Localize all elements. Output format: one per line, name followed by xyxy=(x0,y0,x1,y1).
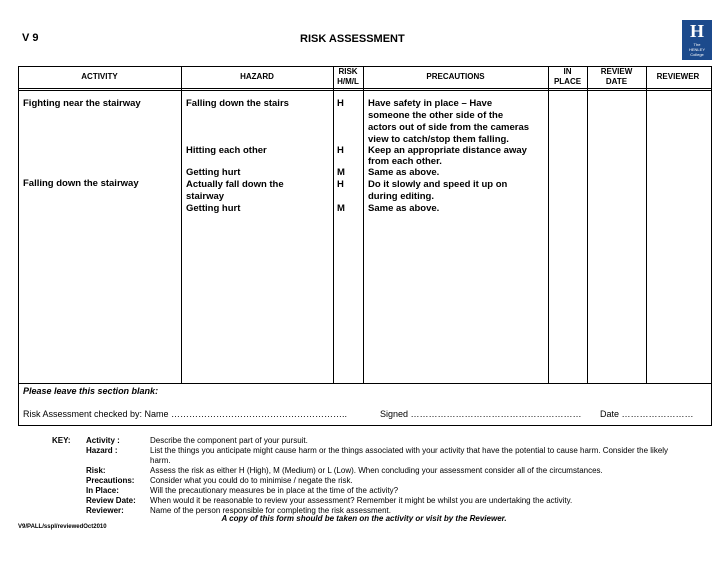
key-definition: Describe the component part of your pursuit. xyxy=(150,436,308,445)
precaution-line: someone the other side of the xyxy=(368,110,504,121)
risk-table xyxy=(18,66,712,426)
key-term: Activity : xyxy=(86,436,120,445)
logo-caption-3: College xyxy=(690,52,704,57)
logo-caption-2: HENLEY xyxy=(688,47,705,52)
header-review-1: REVIEW xyxy=(600,67,633,76)
activity-cell: Falling down the stairway xyxy=(23,178,139,189)
header-risk-1: RISK xyxy=(338,67,358,76)
risk-cell: M xyxy=(337,203,345,214)
col-sep xyxy=(333,66,334,383)
precaution-line: view to catch/stop them falling. xyxy=(368,134,509,145)
col-sep xyxy=(181,66,182,383)
header-precautions: PRECAUTIONS xyxy=(426,72,485,81)
key-term: Precautions: xyxy=(86,476,135,485)
hazard-cell: stairway xyxy=(186,191,225,202)
risk-cell: M xyxy=(337,167,345,178)
hazard-cell: Getting hurt xyxy=(186,167,241,178)
precaution-line: actors out of side from the cameras xyxy=(368,122,530,133)
col-sep xyxy=(646,66,647,383)
key-label: KEY: xyxy=(52,436,71,445)
header-divider xyxy=(18,88,712,89)
risk-cell: H xyxy=(337,145,344,156)
key-definition: harm. xyxy=(150,456,171,465)
key-definition: Consider what you could do to minimise / negate the risk. xyxy=(150,476,353,485)
hazard-cell: Actually fall down the xyxy=(186,179,284,190)
key-term: Reviewer: xyxy=(86,506,124,515)
document-reference: V9/PALL/sspl/reviewedOct2010 xyxy=(18,524,107,530)
date-field: Date …………………… xyxy=(600,409,694,419)
footer-divider xyxy=(18,383,712,384)
logo-caption-1: The xyxy=(693,42,701,47)
key-definition: Will the precautionary measures be in place at the time of the activity? xyxy=(150,486,399,495)
college-logo xyxy=(682,20,712,60)
logo-letter: H xyxy=(689,21,704,41)
key-term: Risk: xyxy=(86,466,106,475)
precaution-line: Same as above. xyxy=(368,203,440,214)
copy-note: A copy of this form should be taken on the activity or visit by the Reviewer. xyxy=(221,514,507,523)
header-risk-2: H/M/L xyxy=(337,77,359,86)
header-divider-double xyxy=(18,90,712,91)
col-sep xyxy=(363,66,364,383)
risk-cell: H xyxy=(337,98,344,109)
precaution-line: during editing. xyxy=(368,191,434,202)
header-reviewer: REVIEWER xyxy=(656,72,700,81)
hazard-cell: Getting hurt xyxy=(186,203,241,214)
precaution-line: Same as above. xyxy=(368,167,440,178)
key-term: Hazard : xyxy=(86,446,118,455)
key-definition: When would it be reasonable to review your assessment? Remember it might be whilst you are undertaking the activity. xyxy=(150,496,573,505)
page-title: RISK ASSESSMENT xyxy=(300,33,405,45)
key-definition: List the things you anticipate might cause harm or the things associated with your activity that have the potential to cause harm. Consider the likely xyxy=(150,446,669,455)
header-activity: ACTIVITY xyxy=(81,72,118,81)
checked-by-field: Risk Assessment checked by: Name ………………………………………………….. xyxy=(23,409,348,419)
activity-cell: Fighting near the stairway xyxy=(23,98,141,109)
hazard-cell: Falling down the stairs xyxy=(186,98,289,109)
header-review-2: DATE xyxy=(605,77,628,86)
copy-note-text: A copy of this form should be taken on the activity or visit by the Reviewer xyxy=(221,514,505,523)
col-sep xyxy=(587,66,588,383)
hazard-cell: Hitting each other xyxy=(186,145,267,156)
header-hazard: HAZARD xyxy=(240,72,274,81)
key-term: Review Date: xyxy=(86,496,136,505)
footer-note: Please leave this section blank: xyxy=(23,386,159,396)
precaution-line: Keep an appropriate distance away xyxy=(368,145,527,156)
precaution-line: from each other. xyxy=(368,156,442,167)
signed-field: Signed ………………………………………………… xyxy=(380,409,582,419)
precaution-line: Have safety in place – Have xyxy=(368,98,493,109)
precaution-line: Do it slowly and speed it up on xyxy=(368,179,508,190)
key-term: In Place: xyxy=(86,486,119,495)
version-label: V 9 xyxy=(22,32,39,44)
header-in-place-1: IN xyxy=(563,67,572,76)
col-sep xyxy=(548,66,549,383)
key-definition: Name of the person responsible for completing the risk assessment. xyxy=(150,506,392,515)
header-in-place-2: PLACE xyxy=(553,77,582,86)
risk-cell: H xyxy=(337,179,344,190)
key-definition: Assess the risk as either H (High), M (Medium) or L (Low). When concluding your assessment consider all of the circumstances. xyxy=(150,466,603,475)
